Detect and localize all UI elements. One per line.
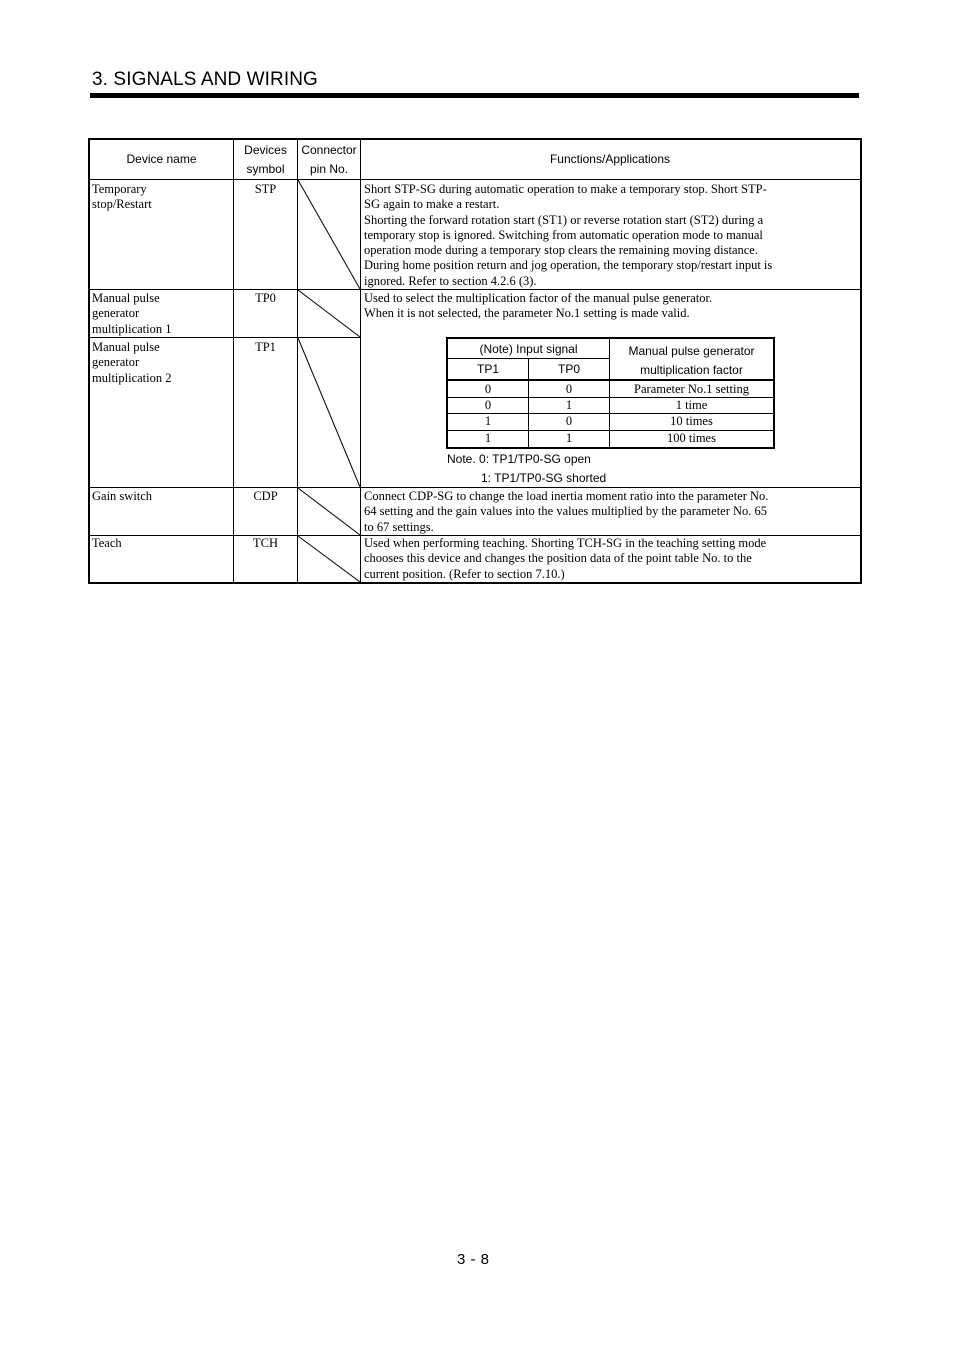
sub-header-input-signal: (Note) Input signal: [479, 342, 578, 356]
function-line: temporary stop is ignored. Switching from automatic operation mode to manual: [364, 227, 763, 242]
device-name-stp: [92, 182, 232, 213]
function-line: 64 setting and the gain values into the values multiplied by the parameter No. 65: [364, 504, 768, 519]
row-divider: [90, 179, 860, 180]
device-name-line: generator: [92, 306, 140, 321]
row-divider: [90, 487, 860, 488]
device-name-line: Manual pulse: [92, 291, 160, 305]
row-divider: [90, 289, 860, 290]
device-name-tch: Teach: [92, 536, 122, 550]
sub-header-factor-line: Manual pulse generator: [628, 344, 755, 358]
device-name-cdp: Gain switch: [92, 489, 153, 503]
function-cdp: [364, 489, 858, 535]
no-connector-diagonal: [297, 535, 361, 583]
sub-row-divider: [448, 358, 609, 359]
function-line: Used to select the multiplication factor of the manual pulse generator.: [364, 291, 713, 305]
header-functions: Functions/Applications: [549, 152, 671, 166]
sub-cell-factor: Parameter No.1 setting: [634, 382, 749, 396]
no-connector-diagonal: [297, 487, 361, 536]
note-line-2: 1: TP1/TP0-SG shorted: [481, 471, 607, 485]
device-name-line: Manual pulse: [92, 340, 160, 354]
no-connector-diagonal: [297, 179, 361, 290]
header-device-name: Device name: [126, 152, 197, 166]
sub-cell-tp1: 1: [484, 431, 492, 445]
function-line: Used when performing teaching. Shorting TCH-SG in the teaching setting mode: [364, 536, 767, 550]
no-connector-diagonal: [297, 337, 361, 488]
function-line: chooses this device and changes the position data of the point table No. to the: [364, 551, 752, 566]
sub-cell-factor: 10 times: [670, 414, 713, 428]
no-connector-diagonal: [297, 289, 361, 338]
sub-cell-tp0: 0: [565, 382, 573, 396]
function-line: When it is not selected, the parameter No.1 setting is made valid.: [364, 306, 690, 321]
title-rule: [90, 93, 859, 98]
device-symbol-tp1: TP1: [255, 340, 276, 354]
function-line: SG again to make a restart.: [364, 197, 500, 212]
function-line: current position. (Refer to section 7.10.): [364, 566, 565, 581]
col-divider: [233, 140, 234, 582]
sub-cell-tp0: 1: [565, 431, 573, 445]
function-tch: [364, 536, 858, 582]
function-line: Short STP-SG during automatic operation to make a temporary stop. Short STP-: [364, 182, 767, 196]
sub-cell-tp1: 0: [484, 382, 492, 396]
sub-cell-factor: 100 times: [667, 431, 716, 445]
device-name-line: generator: [92, 355, 140, 370]
device-name-tp0: [92, 291, 232, 337]
device-name-line: multiplication 1: [92, 321, 172, 336]
device-name-line: multiplication 2: [92, 370, 172, 385]
header-devices-symbol-line2: symbol: [246, 162, 285, 176]
device-symbol-tp0: TP0: [255, 291, 276, 305]
function-line: to 67 settings.: [364, 519, 434, 534]
page-number: 3 - 8: [457, 1251, 490, 1268]
device-name-tp1: [92, 340, 232, 386]
sub-header-factor-line: multiplication factor: [640, 363, 743, 377]
sub-header-tp0: TP0: [557, 362, 580, 376]
device-symbol-stp: STP: [254, 182, 277, 196]
header-devices-symbol-line1: Devices: [244, 143, 287, 157]
function-line: operation mode during a temporary stop clears the remaining moving distance.: [364, 243, 758, 258]
header-connector-pin-line2: pin No.: [309, 162, 349, 176]
function-line: During home position return and jog operation, the temporary stop/restart input is: [364, 258, 773, 273]
header-connector-pin-line1: Connector: [301, 143, 357, 157]
function-stp: [364, 182, 858, 289]
function-line: Connect CDP-SG to change the load inertia moment ratio into the parameter No.: [364, 489, 769, 503]
function-line: Shorting the forward rotation start (ST1) or reverse rotation start (ST2) during a: [364, 212, 764, 227]
sub-cell-tp0: 1: [565, 398, 573, 412]
header-devices-symbol: [234, 141, 297, 179]
sub-cell-factor: 1 time: [675, 398, 708, 412]
device-name-line: stop/Restart: [92, 197, 152, 212]
note-line-1: Note. 0: TP1/TP0-SG open: [447, 452, 591, 466]
sub-header-factor: [610, 342, 773, 380]
sub-cell-tp1: 1: [484, 414, 492, 428]
device-name-line: Temporary: [92, 182, 147, 196]
sub-cell-tp0: 0: [565, 414, 573, 428]
sub-header-tp1: TP1: [476, 362, 499, 376]
header-connector-pin: [298, 141, 360, 179]
section-title: 3. SIGNALS AND WIRING: [92, 69, 318, 90]
device-symbol-tch: TCH: [253, 536, 278, 550]
device-symbol-cdp: CDP: [253, 489, 278, 503]
function-line: ignored. Refer to section 4.2.6 (3).: [364, 273, 537, 288]
sub-cell-tp1: 0: [484, 398, 492, 412]
function-tp: [364, 291, 858, 322]
